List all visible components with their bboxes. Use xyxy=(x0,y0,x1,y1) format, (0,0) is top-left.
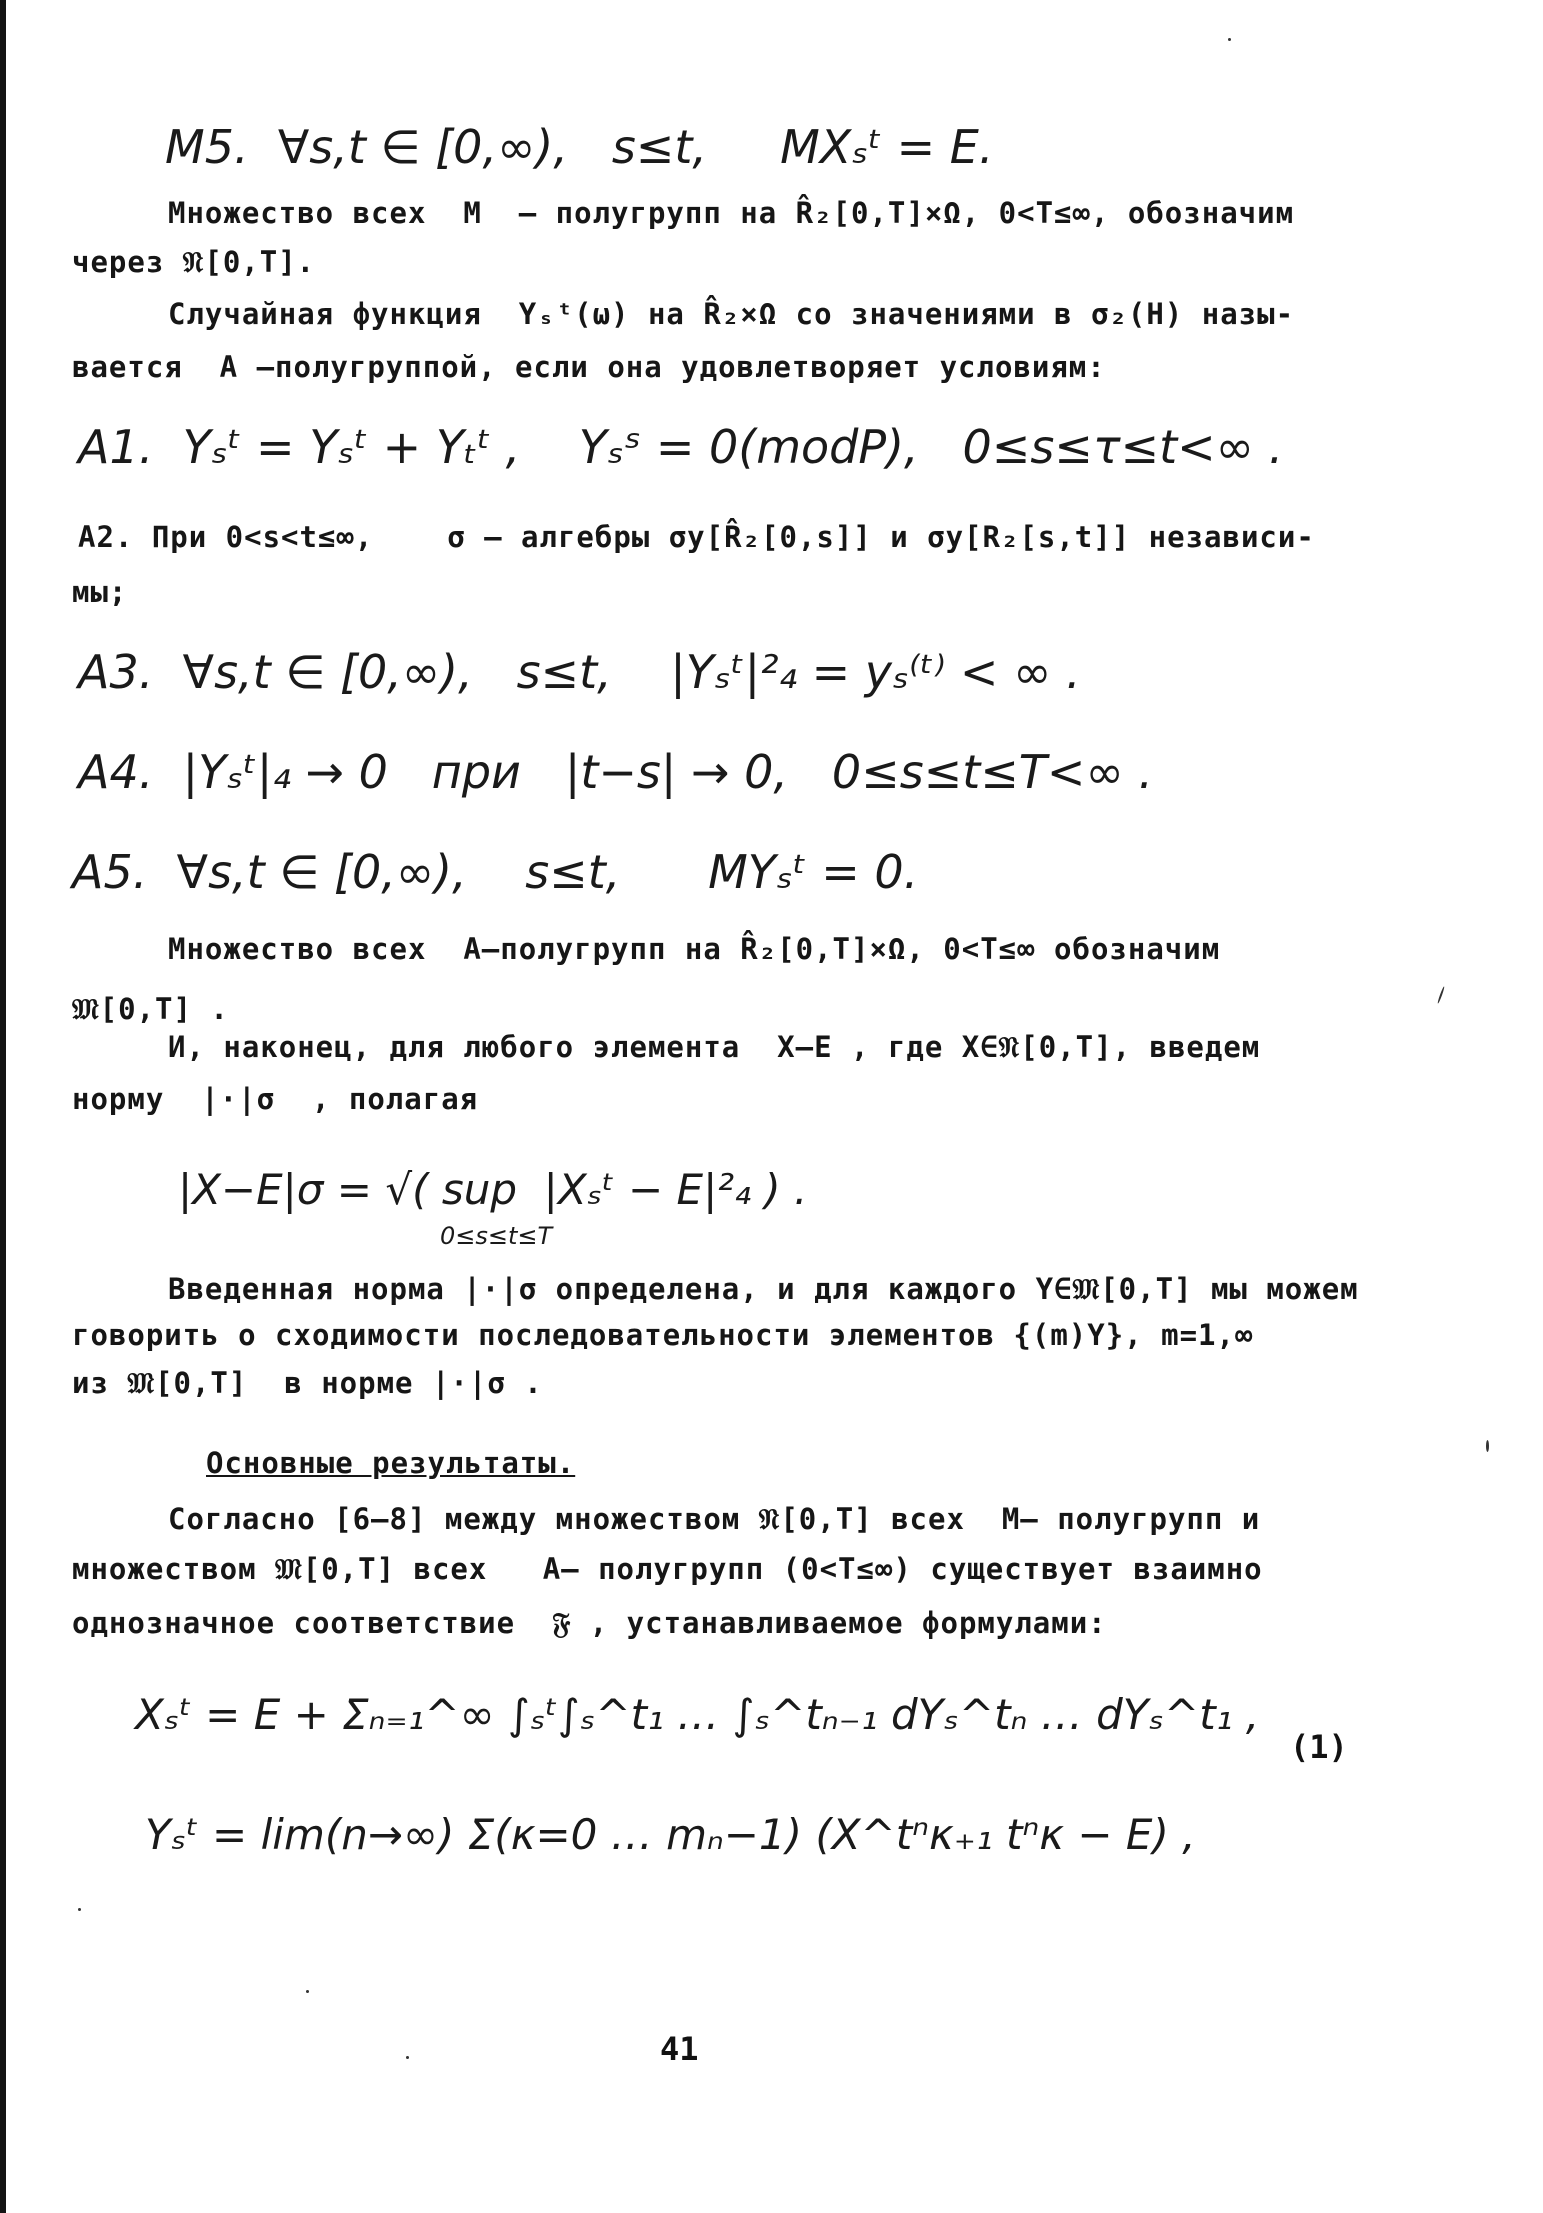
page-number: 41 xyxy=(660,2030,699,2068)
para2-line2: вается A –полугруппой, если она удовлетворяет условиям: xyxy=(72,350,1106,384)
condition-a4: A4. |Yₛᵗ|₄ → 0 при |t−s| → 0, 0≤s≤t≤T<∞ . xyxy=(78,745,1154,799)
scan-page-edge xyxy=(0,0,6,2213)
norm-formula: |X−E|σ = √( sup |Xₛᵗ − E|²₄ ) . xyxy=(178,1165,808,1214)
scan-speck xyxy=(1437,986,1445,1004)
para4-line2: норму |·|σ , полагая xyxy=(72,1082,479,1116)
para4-line1: И, наконец, для любого элемента X–E , где X∈𝔑[0,T], введем xyxy=(168,1030,1261,1064)
para5-line3: из 𝔐[0,T] в норме |·|σ . xyxy=(72,1366,543,1400)
condition-m5: M5. ∀s,t ∈ [0,∞), s≤t, MXₛᵗ = E. xyxy=(165,120,994,174)
para6-line3: однозначное соответствие 𝔉 , устанавливаемое формулами: xyxy=(72,1606,1107,1640)
scan-speck xyxy=(78,1908,81,1911)
para6-line1: Согласно [6–8] между множеством 𝔑[0,T] всех M– полугрупп и xyxy=(168,1502,1261,1536)
para5-line1: Введенная норма |·|σ определена, и для каждого Y∈𝔐[0,T] мы можем xyxy=(168,1272,1359,1306)
condition-a2-line2: мы; xyxy=(72,575,128,609)
scan-speck xyxy=(306,1990,309,1993)
para1-line2: через 𝔑[0,T]. xyxy=(72,245,316,279)
scan-speck xyxy=(1228,38,1231,41)
scan-speck xyxy=(406,2056,409,2059)
section-heading: Основные результаты. xyxy=(206,1446,576,1480)
para3-line2: 𝔐[0,T] . xyxy=(72,992,229,1026)
condition-a2-line1: A2. При 0<s<t≤∞, σ – алгебры σy[R̂₂[0,s]] и σy[R₂[s,t]] независи- xyxy=(78,520,1315,554)
formula-2: Yₛᵗ = lim(n→∞) Σ(κ=0 … mₙ−1) (X^tⁿκ₊₁ tⁿκ − E) , xyxy=(145,1810,1196,1859)
equation-number: (1) xyxy=(1290,1728,1348,1766)
condition-a1: A1. Yₛᵗ = Yₛᵗ + Yₜᵗ , Yₛˢ = 0(modP), 0≤s≤τ≤t<∞ . xyxy=(78,420,1284,474)
para6-line2: множеством 𝔐[0,T] всех A– полугрупп (0<T≤∞) существует взаимно xyxy=(72,1552,1263,1586)
scan-speck xyxy=(1486,1440,1489,1452)
formula-1: Xₛᵗ = E + Σₙ₌₁^∞ ∫ₛᵗ∫ₛ^t₁ … ∫ₛ^tₙ₋₁ dYₛ^tₙ … dYₛ^t₁ , xyxy=(135,1690,1260,1739)
para1-line1: Множество всех M – полугрупп на R̂₂[0,T]×Ω, 0<T≤∞, обозначим xyxy=(168,196,1295,230)
para5-line2: говорить о сходимости последовательности элементов {(m)Y}, m=1,∞ xyxy=(72,1318,1254,1352)
para2-line1: Случайная функция Yₛᵗ(ω) на R̂₂×Ω со значениями в σ₂(H) назы- xyxy=(168,297,1295,331)
condition-a5: A5. ∀s,t ∈ [0,∞), s≤t, MYₛᵗ = 0. xyxy=(72,845,919,899)
norm-formula-subscript: 0≤s≤t≤T xyxy=(440,1222,553,1250)
condition-a3: A3. ∀s,t ∈ [0,∞), s≤t, |Yₛᵗ|²₄ = yₛ⁽ᵗ⁾ < ∞ . xyxy=(78,645,1081,699)
para3-line1: Множество всех A–полугрупп на R̂₂[0,T]×Ω, 0<T≤∞ обозначим xyxy=(168,932,1221,966)
